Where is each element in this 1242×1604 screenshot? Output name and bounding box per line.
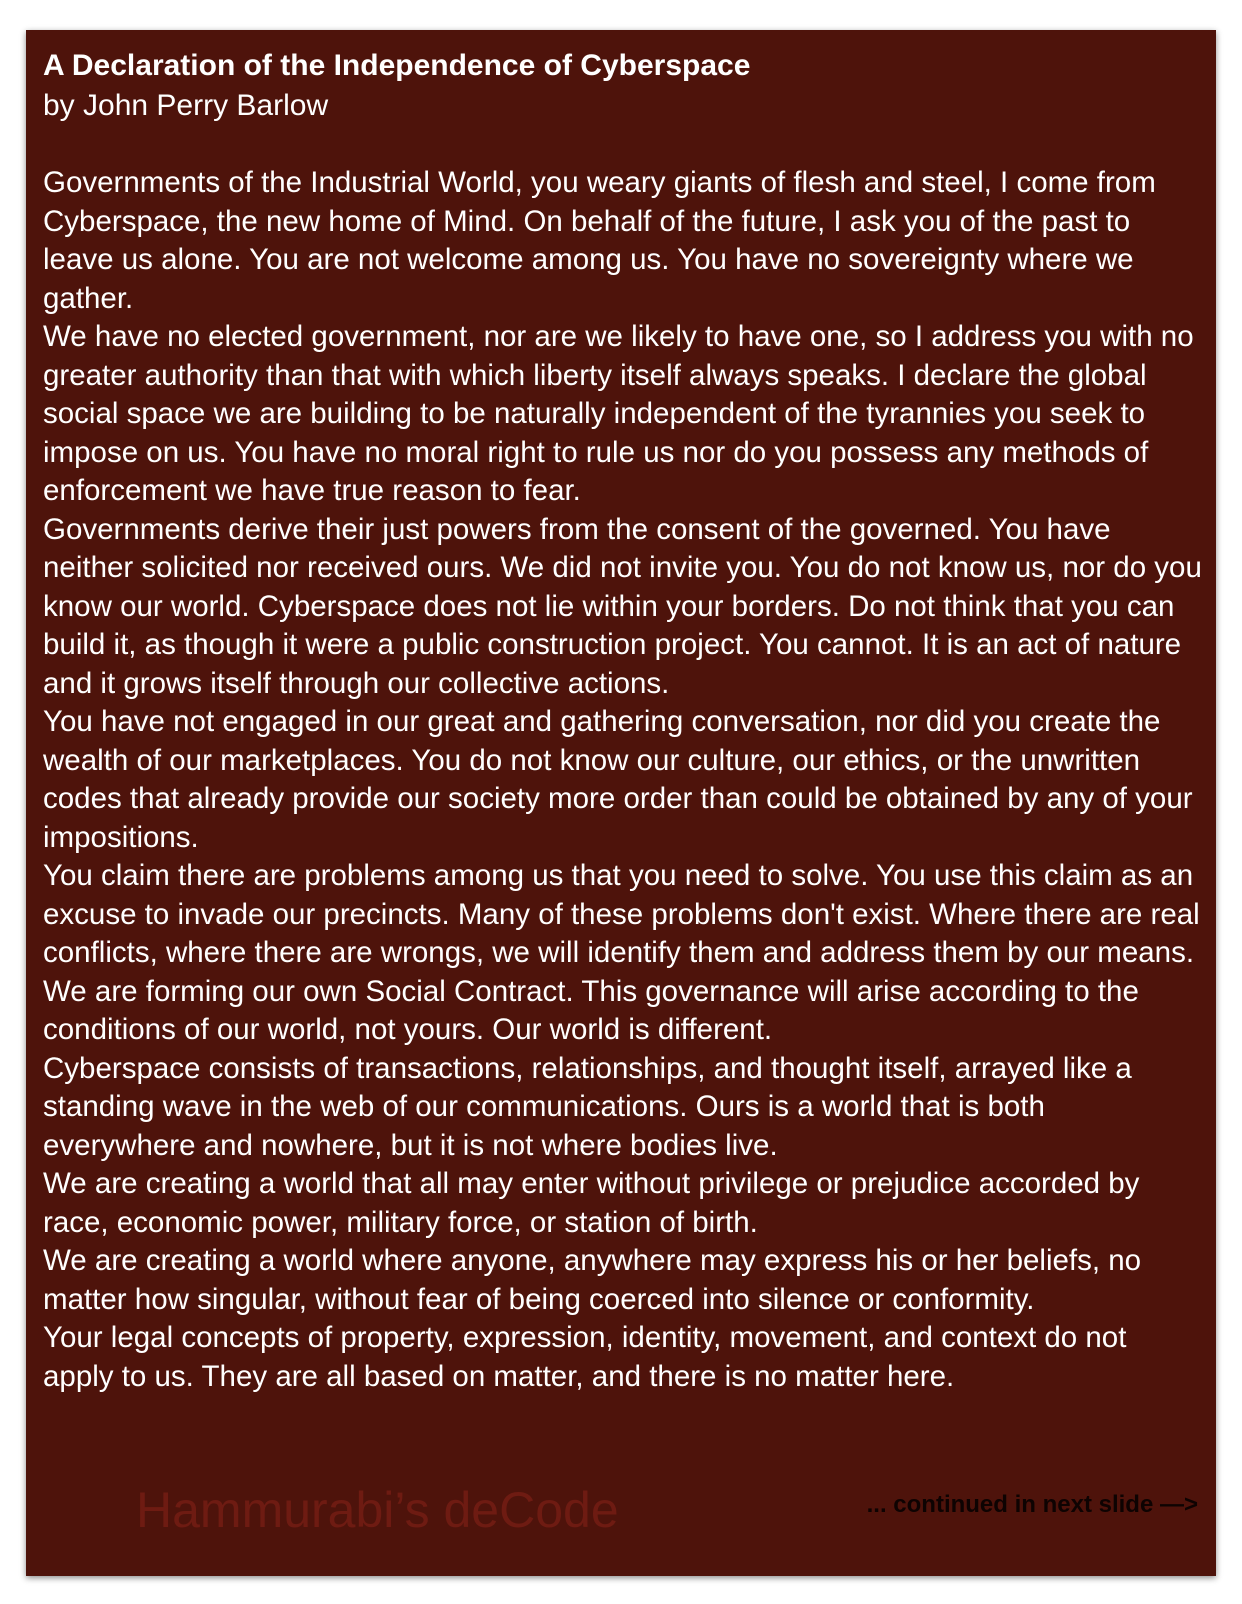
document-body [43,46,1203,1396]
paragraph: We have no elected government, nor are we likely to have one, so I address you with no greater authority than that with which liberty itself always speaks. I declare the global social space we are building to be naturally independent of the tyrannies you seek to impose on us. You have no moral right to rule us nor do you possess any methods of enforcement we have true reason to fear. [43,320,1194,507]
paragraph: Governments derive their just powers from the consent of the governed. You have neither solicited nor received ours. We did not invite you. You do not know us, nor do you know our world. Cyberspace does not lie within your borders. Do not think that you can build it, as though it were a public construction project. You cannot. It is an act of nature and it grows itself through our collective actions. [43,512,1202,700]
document-title: A Declaration of the Independence of Cyberspace [43,49,751,82]
paragraph: You claim there are problems among us that you need to solve. You use this claim as an excuse to invade our precincts. Many of these problems don't exist. Where there are real conflicts, where there are wrongs, we will identify them and address them by our means. We are forming our own Social Contract. This governance will arise according to the conditions of our world, not yours. Our world is different. [43,859,1200,1046]
paragraph: Cyberspace consists of transactions, relationships, and thought itself, arrayed like a standing wave in the web of our communications. Ours is a world that is both everywhere and nowhere, but it is not where bodies live. [43,1051,1132,1162]
paragraph: You have not engaged in our great and gathering conversation, nor did you create the wealth of our marketplaces. You do not know our culture, our ethics, or the unwritten codes that already provide our society more order than could be obtained by any of your impositions. [43,705,1193,854]
document-author: by John Perry Barlow [43,89,329,122]
watermark: Hammurabi’s deCode [136,1482,619,1538]
paragraph: Your legal concepts of property, expression, identity, movement, and context do not apply to us. They are all based on matter, and there is no matter here. [43,1321,1127,1393]
slide [26,30,1216,1576]
continued-next-slide[interactable]: ... continued in next slide —> [866,1491,1198,1518]
paragraph: We are creating a world where anyone, anywhere may express his or her beliefs, no matter how singular, without fear of being coerced into silence or conformity. [43,1244,1142,1316]
paragraph: We are creating a world that all may enter without privilege or prejudice accorded by race, economic power, military force, or station of birth. [43,1167,1140,1239]
paragraph: Governments of the Industrial World, you weary giants of flesh and steel, I come from Cyberspace, the new home of Mind. On behalf of the future, I ask you of the past to leave us alone. You are not welcome among us. You have no sovereignty where we gather. [43,166,1156,315]
